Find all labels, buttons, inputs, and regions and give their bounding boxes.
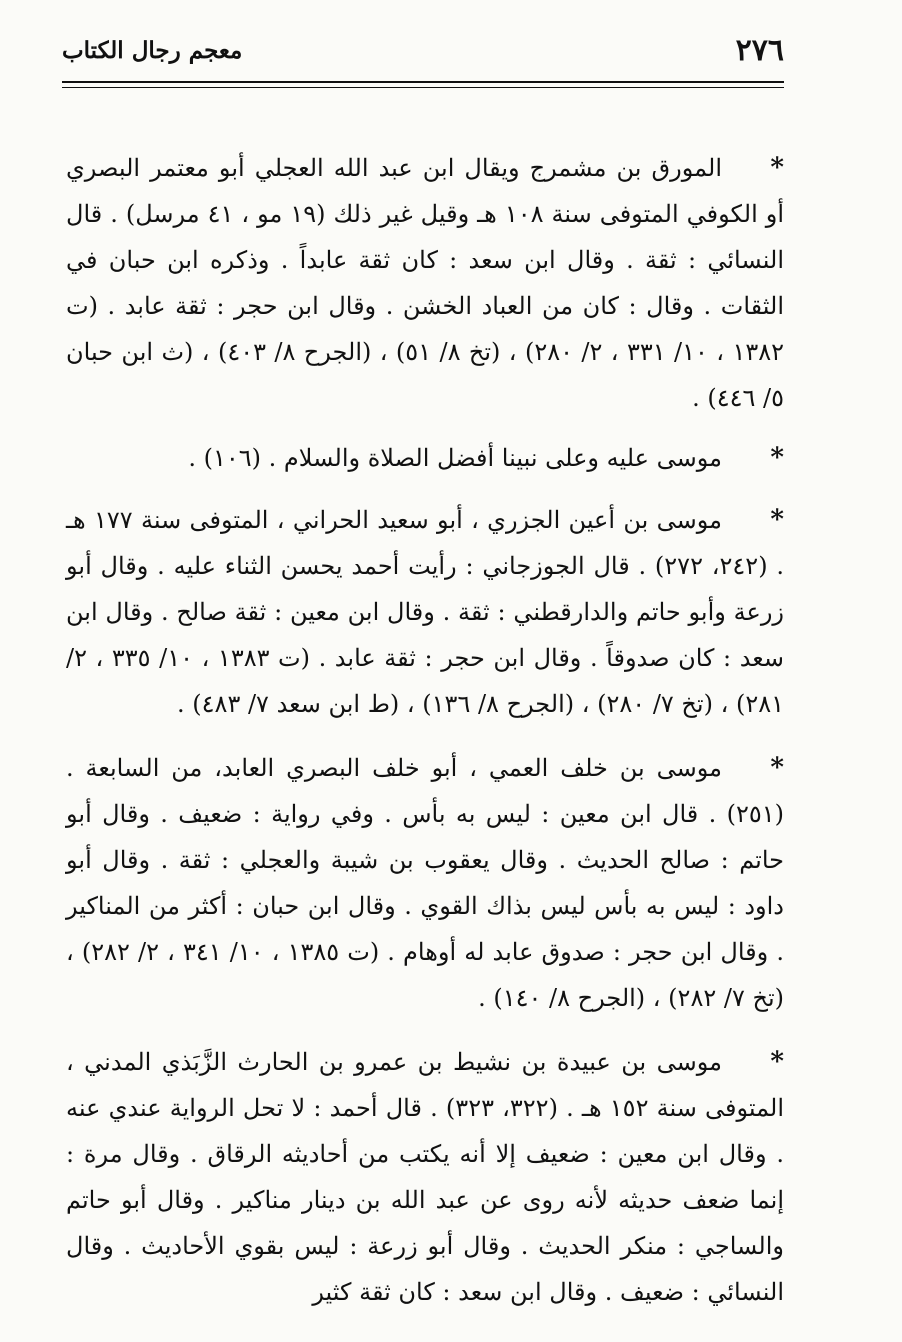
entry-marker: * xyxy=(770,753,784,783)
page-number: ٢٧٦ xyxy=(735,33,784,68)
entry-text: المورق بن مشمرج ويقال ابن عبد الله العجلي أبو معتمر البصري أو الكوفي المتوفى سنة ١٠٨ هـ وقيل غير ذلك (١٩ مو ، ٤١ مرسل) . قال النسائي : ثقة . وقال ابن سعد : كان ثقة عابداً . وذكره ابن حبان في الثقات . وقال : كان من العباد الخشن . وقال ابن حجر : ثقة عابد . (ت ١٣٨٢ ، ١٠/ ٣٣١ ، ٢/ ٢٨٠) ، (تخ ٨/ ٥١) ، (الجرح ٨/ ٤٠٣) ، (ث ابن حبان ٥/ ٤٤٦) . xyxy=(66,154,785,412)
header-rule-thin xyxy=(62,87,784,88)
biographical-entry xyxy=(66,435,784,481)
biographical-entry xyxy=(66,497,784,727)
biographical-entry xyxy=(66,1039,784,1315)
entry-marker: * xyxy=(770,1047,784,1077)
entry-marker: * xyxy=(770,443,784,473)
entries xyxy=(66,145,784,1333)
entry-text: موسى عليه وعلى نبينا أفضل الصلاة والسلام . (١٠٦) . xyxy=(188,444,722,472)
entry-marker: * xyxy=(770,153,784,183)
biographical-entry xyxy=(66,145,784,421)
running-title: معجم رجال الكتاب xyxy=(62,37,243,64)
page-header xyxy=(62,32,784,80)
biographical-entry xyxy=(66,745,784,1021)
entry-text: موسى بن خلف العمي ، أبو خلف البصري العابد، من السابعة . (٢٥١) . قال ابن معين : ليس به بأس . وفي رواية : ضعيف . وقال أبو حاتم : صالح الحديث . وقال يعقوب بن شيبة والعجلي : ثقة . وقال أبو داود : ليس به بأس ليس بذاك القوي . وقال ابن حبان : أكثر من المناكير . وقال ابن حجر : صدوق عابد له أوهام . (ت ١٣٨٥ ، ١٠/ ٣٤١ ، ٢/ ٢٨٢) ، (تخ ٧/ ٢٨٢) ، (الجرح ٨/ ١٤٠) . xyxy=(66,754,784,1012)
entry-marker: * xyxy=(770,505,784,535)
entry-text: موسى بن عبيدة بن نشيط بن عمرو بن الحارث الزَّبَذي المدني ، المتوفى سنة ١٥٢ هـ . (٣٢٢، ٣٢٣) . قال أحمد : لا تحل الرواية عندي عنه . وقال ابن معين : ضعيف إلا أنه يكتب من أحاديثه الرقاق . وقال مرة : إنما ضعف حديثه لأنه روى عن عبد الله بن دينار مناكير . وقال أبو حاتم والساجي : منكر الحديث . وقال أبو زرعة : ليس بقوي الأحاديث . وقال النسائي : ضعيف . وقال ابن سعد : كان ثقة كثير xyxy=(66,1048,784,1306)
entry-text: موسى بن أعين الجزري ، أبو سعيد الحراني ، المتوفى سنة ١٧٧ هـ . (٢٤٢، ٢٧٢) . قال الجوزجاني : رأيت أحمد يحسن الثناء عليه . وقال أبو زرعة وأبو حاتم والدارقطني : ثقة . وقال ابن معين : ثقة صالح . وقال ابن سعد : كان صدوقاً . وقال ابن حجر : ثقة عابد . (ت ١٣٨٣ ، ١٠/ ٣٣٥ ، ٢/ ٢٨١) ، (تخ ٧/ ٢٨٠) ، (الجرح ٨/ ١٣٦) ، (ط ابن سعد ٧/ ٤٨٣) . xyxy=(66,506,784,718)
header-rule xyxy=(62,81,784,83)
